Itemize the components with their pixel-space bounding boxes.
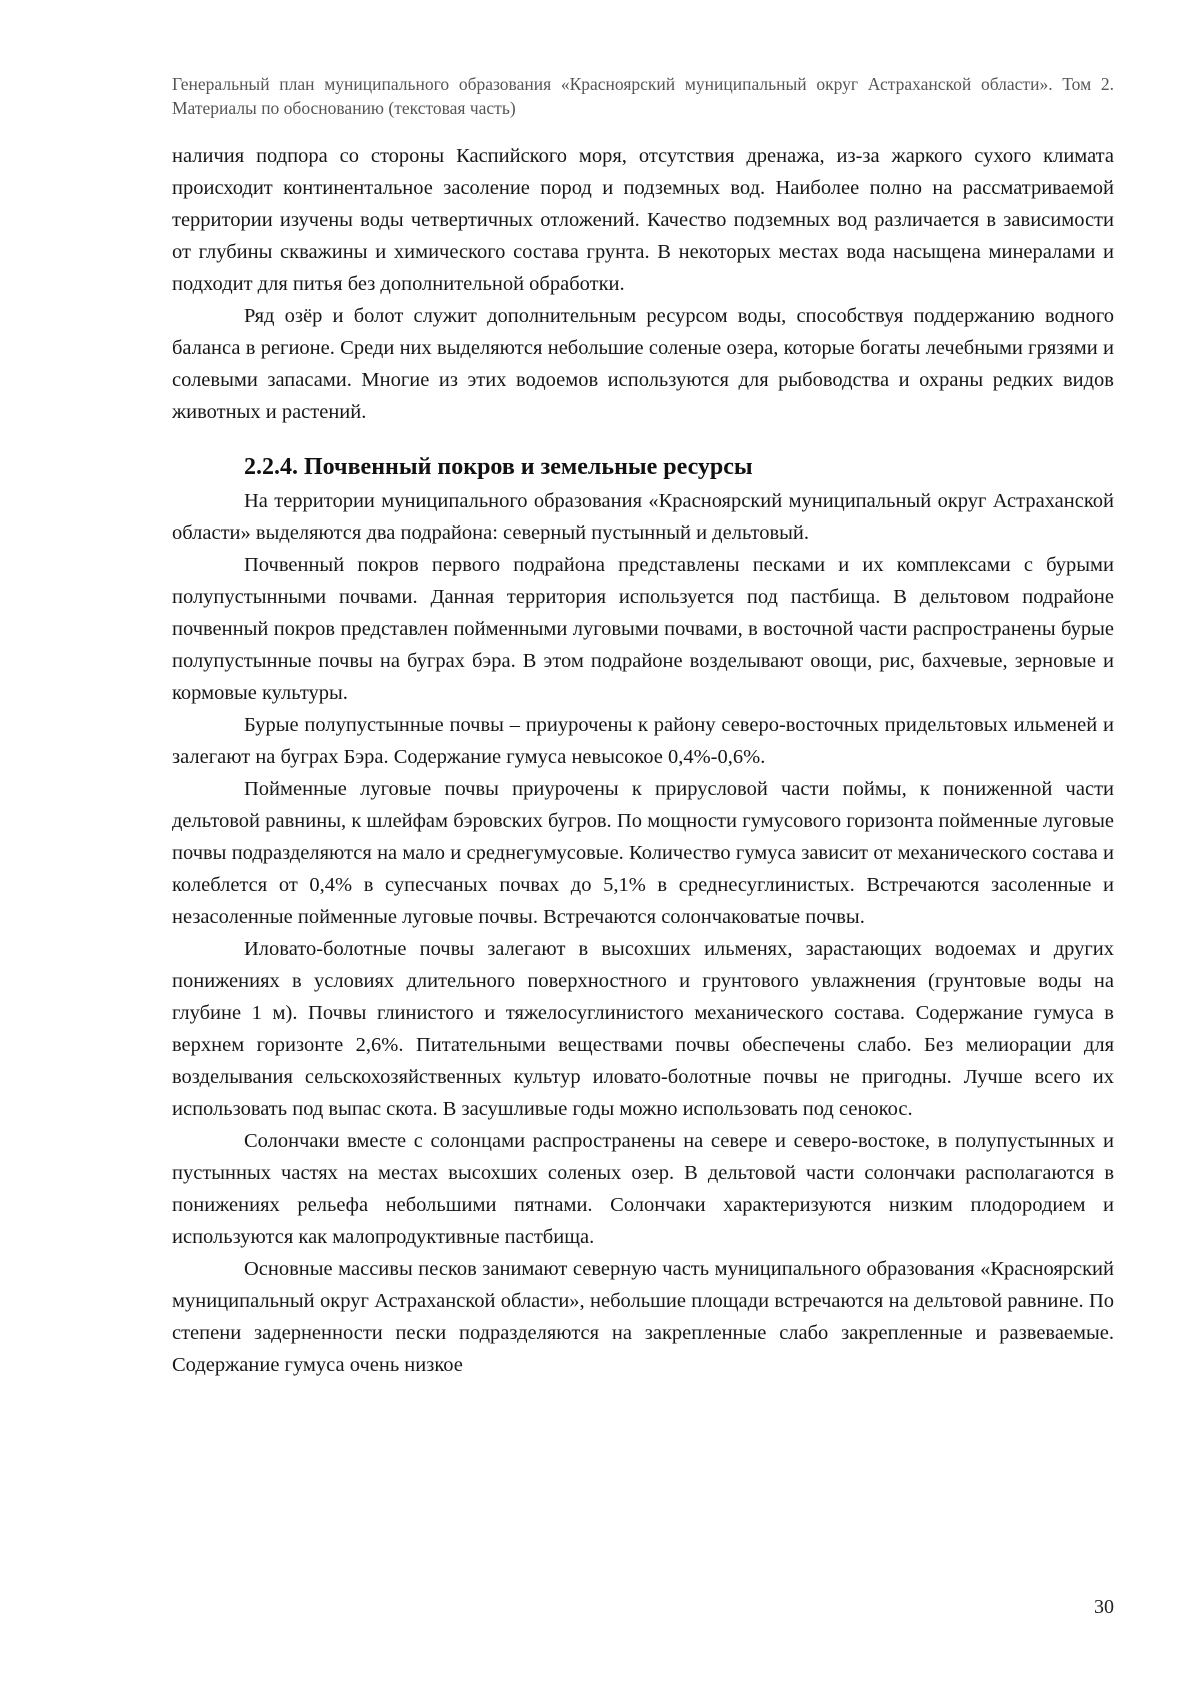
paragraph-subregions: На территории муниципального образования «Красноярский муниципальный округ Астраханской области» выделяются два подрайона: северный пустынный и дельтовый. — [172, 490, 1114, 544]
document-body — [172, 140, 1114, 1381]
paragraph-sands: Основные массивы песков занимают северную часть муниципального образования «Красноярский муниципальный округ Астраханской области», небольшие площади встречаются на дельтовой равнине. По степени задерненности пески подразделяются на закрепленные слабо закрепленные и развеваемые. Содержание гумуса очень низкое — [172, 1258, 1114, 1376]
paragraph-brown-semidesert-soils: Бурые полупустынные почвы – приурочены к району северо-восточных придельтовых ильменей и залегают на буграх Бэра. Содержание гумуса невысокое 0,4%-0,6%. — [172, 714, 1114, 768]
paragraph-solonchaks: Солончаки вместе с солонцами распространены на севере и северо-востоке, в полупустынных и пустынных частях на местах высохших соленых озер. В дельтовой части солончаки располагаются в понижениях рельефа небольшими пятнами. Солончаки характеризуются низким плодородием и используются как малопродуктивные пастбища. — [172, 1130, 1114, 1248]
section-heading: 2.2.4. Почвенный покров и земельные ресурсы — [244, 454, 753, 480]
running-header: Генеральный план муниципального образования «Красноярский муниципальный округ Астраханской области». Том 2. Материалы по обоснованию (текстовая часть) — [172, 74, 1114, 118]
paragraph-lakes-and-swamps: Ряд озёр и болот служит дополнительным ресурсом воды, способствуя поддержанию водного баланса в регионе. Среди них выделяются небольшие соленые озера, которые богаты лечебными грязями и солевыми запасами. Многие из этих водоемов используются для рыбоводства и охраны редких видов животных и растений. — [172, 305, 1114, 423]
paragraph-silty-bog-soils: Иловато-болотные почвы залегают в высохших ильменях, зарастающих водоемах и других понижениях в условиях длительного поверхностного и грунтового увлажнения (грунтовые воды на глубине 1 м). Почвы глинистого и тяжелосуглинистого механического состава. Содержание гумуса в верхнем горизонте 2,6%. Питательными веществами почвы обеспечены слабо. Без мелиорации для возделывания сельскохозяйственных культур иловато-болотные почвы не пригодны. Лучше всего их использовать под выпас скота. В засушливые годы можно использовать под сенокос. — [172, 938, 1114, 1120]
paragraph-groundwater-continued: наличия подпора со стороны Каспийского моря, отсутствия дренажа, из-за жаркого сухого климата происходит континентальное засоление пород и подземных вод. Наиболее полно на рассматриваемой территории изучены воды четвертичных отложений. Качество подземных вод различается в зависимости от глубины скважины и химического состава грунта. В некоторых местах вода насыщена минералами и подходит для питья без дополнительной обработки. — [172, 145, 1114, 295]
page-number: 30 — [1094, 1596, 1114, 1618]
paragraph-floodplain-meadow-soils: Пойменные луговые почвы приурочены к прирусловой части поймы, к пониженной части дельтовой равнины, к шлейфам бэровских бугров. По мощности гумусового горизонта пойменные луговые почвы подразделяются на мало и среднегумусовые. Количество гумуса зависит от механического состава и колеблется от 0,4% в супесчаных почвах до 5,1% в среднесуглинистых. Встречаются засоленные и незасоленные пойменные луговые почвы. Встречаются солончаковатые почвы. — [172, 778, 1114, 928]
paragraph-first-subregion-soils: Почвенный покров первого подрайона представлены песками и их комплексами с бурыми полупустынными почвами. Данная территория используется под пастбища. В дельтовом подрайоне почвенный покров представлен пойменными луговыми почвами, в восточной части распространены бурые полупустынные почвы на буграх бэра. В этом подрайоне возделывают овощи, рис, бахчевые, зерновые и кормовые культуры. — [172, 554, 1114, 704]
